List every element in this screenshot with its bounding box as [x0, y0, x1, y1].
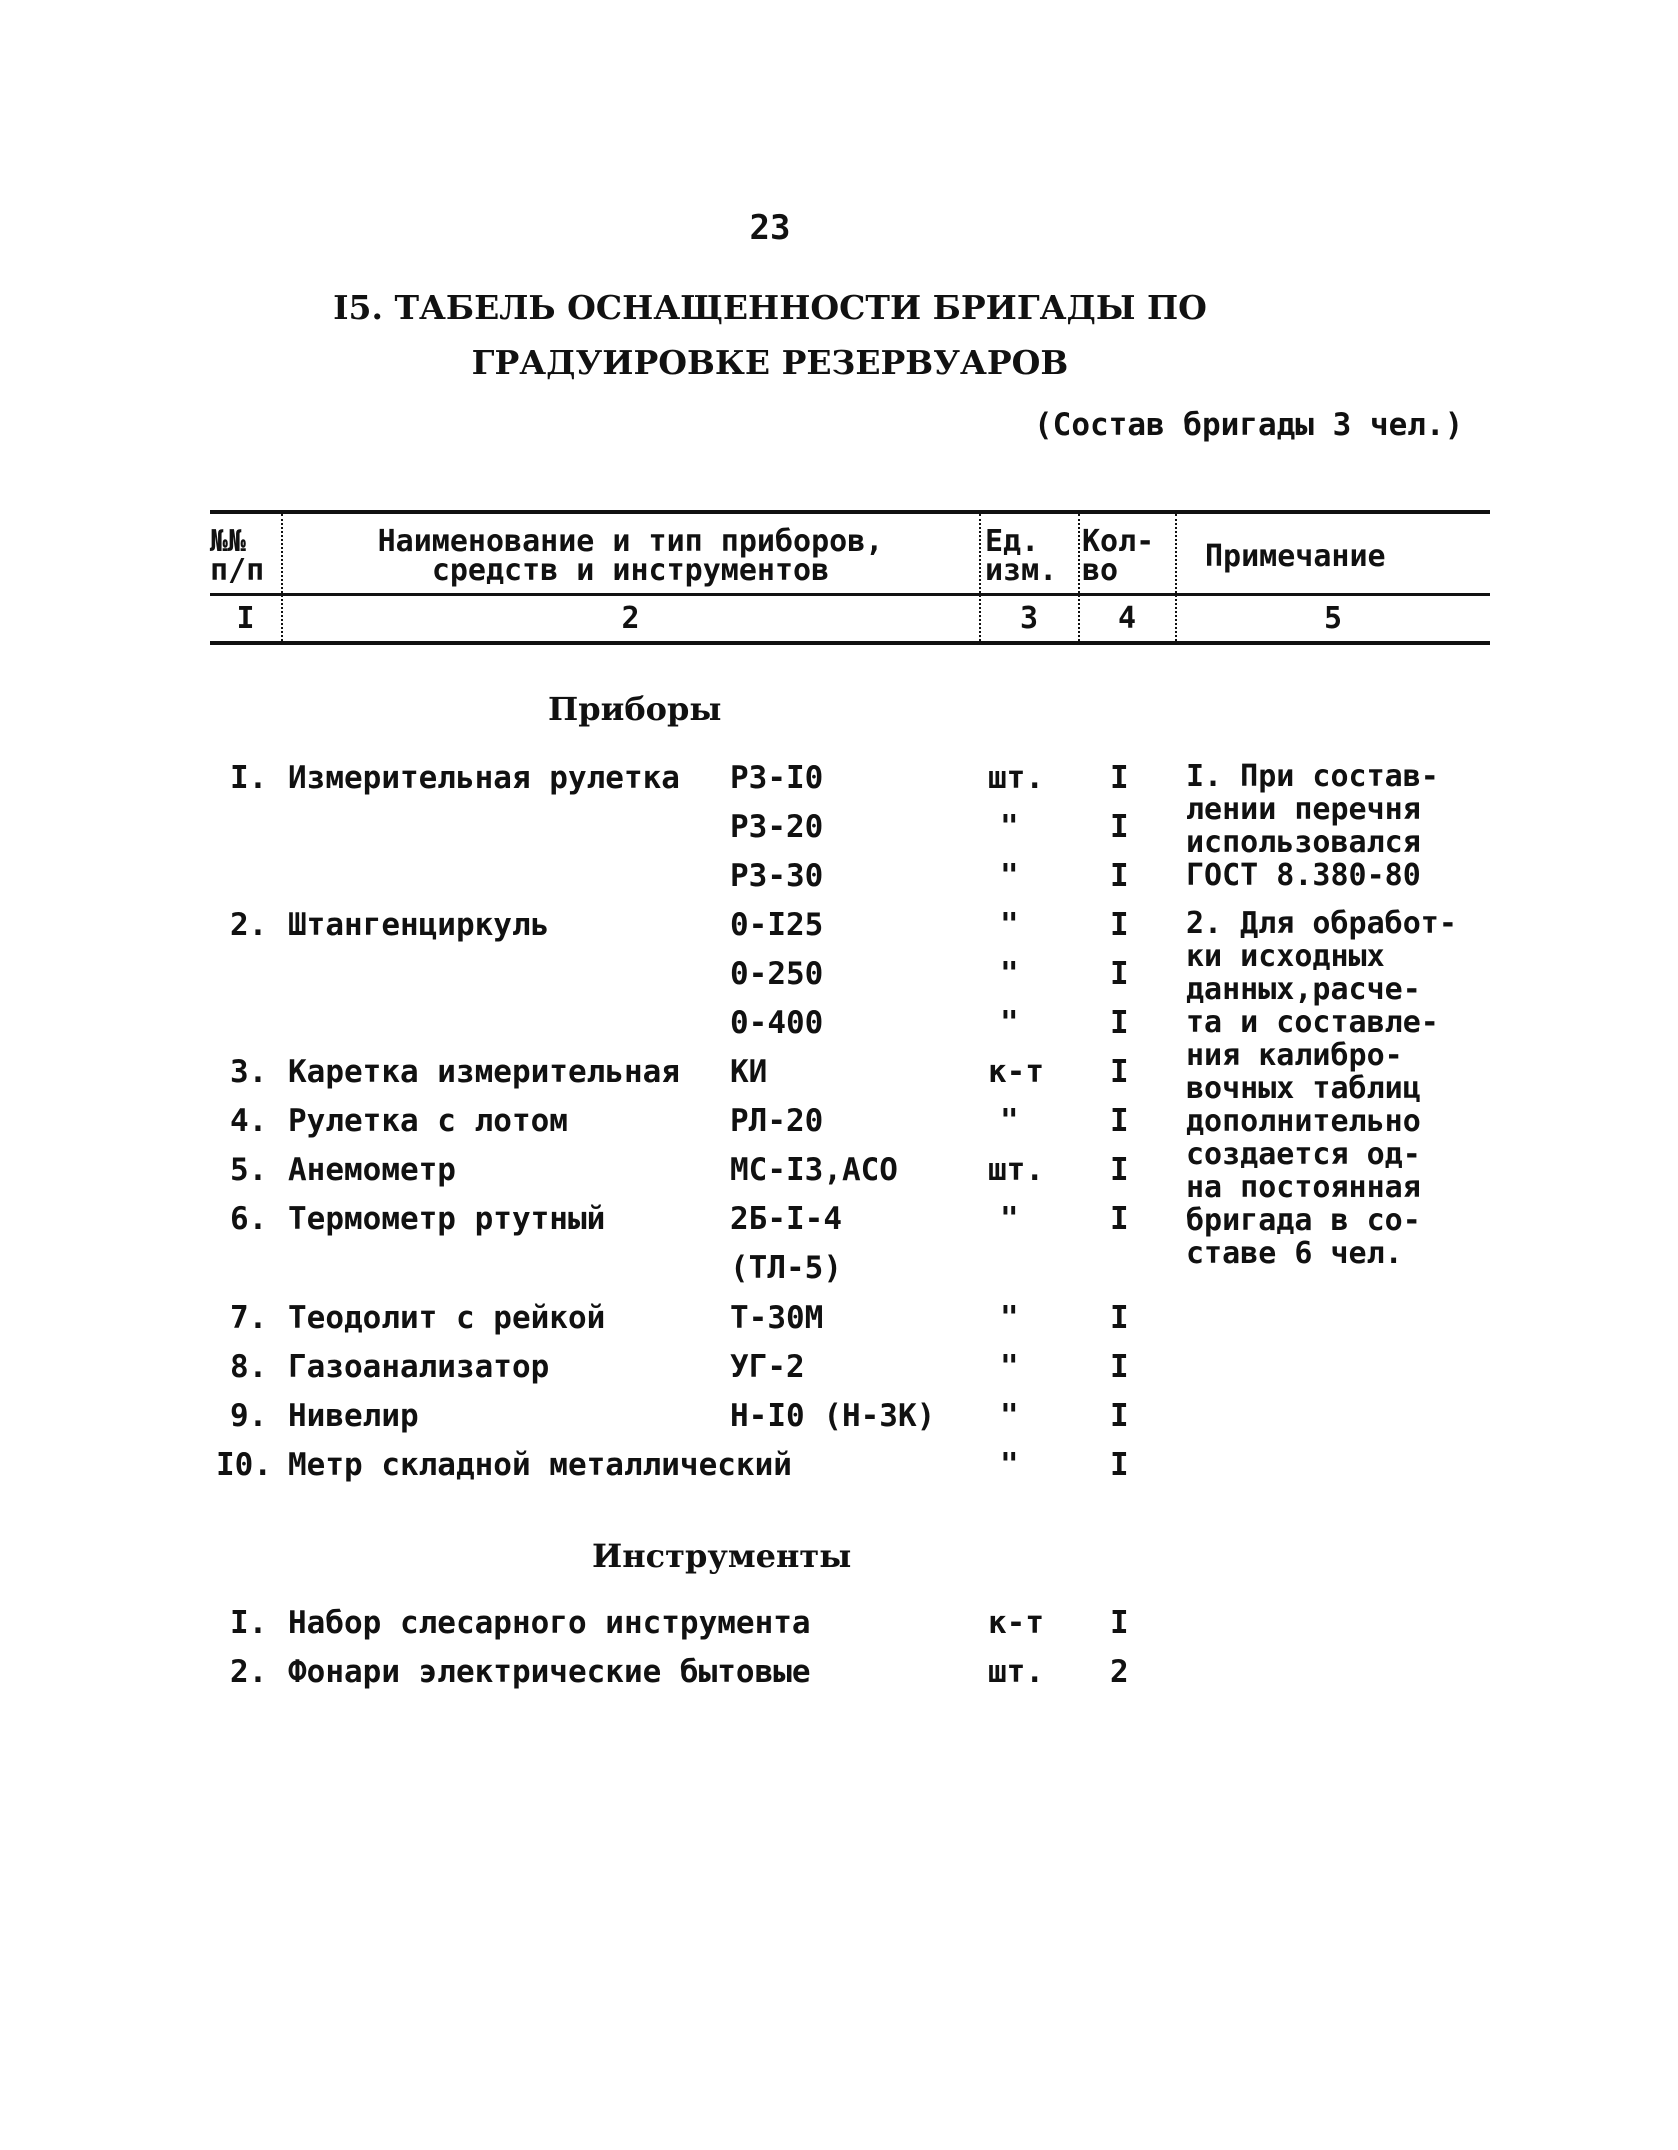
note-line: I. При состав- — [1186, 759, 1439, 794]
row-number: I. — [230, 1605, 268, 1641]
row-qty: I — [1110, 760, 1129, 796]
column-number: 2 — [621, 601, 640, 636]
section-title-tools: Инструменты — [592, 1537, 852, 1575]
row-number: 9. — [230, 1398, 268, 1434]
column-number: I — [236, 601, 255, 636]
row-number: 5. — [230, 1152, 268, 1188]
header-note: Примечание — [1205, 539, 1386, 574]
header-number-line-1: №№ — [210, 524, 247, 559]
note-line: та и составле- — [1186, 1005, 1439, 1040]
row-name: Каретка измерительная — [288, 1054, 680, 1090]
table-top-rule — [210, 510, 1490, 514]
crew-composition-note: (Состав бригады 3 чел.) — [1034, 407, 1464, 443]
row-unit: шт. — [988, 760, 1044, 796]
row-unit: " — [1000, 1349, 1019, 1385]
row-type: МС-I3,АСО — [730, 1152, 898, 1188]
row-qty: I — [1110, 1605, 1129, 1641]
table-bottom-rule — [210, 641, 1490, 645]
row-unit: шт. — [988, 1654, 1044, 1690]
row-number: 2. — [230, 1654, 268, 1690]
row-qty: I — [1110, 1300, 1129, 1336]
row-qty: I — [1110, 1005, 1129, 1041]
row-qty: I — [1110, 809, 1129, 845]
row-name: Рулетка с лотом — [288, 1103, 568, 1139]
row-type: РЗ-30 — [730, 858, 824, 894]
header-qty-line-1: Кол- — [1082, 524, 1155, 559]
row-unit: " — [1000, 1005, 1019, 1041]
row-unit: " — [1000, 1398, 1019, 1434]
note-line: ки исходных — [1186, 939, 1385, 974]
row-unit: " — [1000, 1103, 1019, 1139]
note-line: ния калибро- — [1186, 1038, 1403, 1073]
note-line: вочных таблиц — [1186, 1071, 1421, 1106]
row-type: УГ-2 — [730, 1349, 805, 1385]
row-name: Газоанализатор — [288, 1349, 550, 1385]
row-name: Измерительная рулетка — [288, 760, 680, 796]
note-line: ставе 6 чел. — [1186, 1236, 1403, 1271]
header-name-line-2: средств и инструментов — [431, 553, 830, 588]
note-line: лении перечня — [1186, 792, 1421, 827]
row-number: 6. — [230, 1201, 268, 1237]
row-unit: " — [1000, 1300, 1019, 1336]
row-number: 7. — [230, 1300, 268, 1336]
header-qty-line-2: во — [1082, 553, 1119, 588]
note-line: ГОСТ 8.380-80 — [1186, 858, 1421, 893]
row-qty: I — [1110, 1201, 1129, 1237]
section-title-instruments: Приборы — [548, 690, 722, 728]
row-number: I0. — [216, 1447, 272, 1483]
row-number: 2. — [230, 907, 268, 943]
column-number: 5 — [1323, 601, 1343, 636]
row-type: 2Б-I-4 — [730, 1201, 842, 1237]
row-name: Нивелир — [288, 1398, 419, 1434]
row-qty: I — [1110, 1152, 1129, 1188]
row-unit: " — [1000, 1447, 1019, 1483]
row-qty: 2 — [1110, 1654, 1129, 1690]
row-unit: шт. — [988, 1152, 1044, 1188]
row-qty: I — [1110, 956, 1129, 992]
header-unit-line-2: изм. — [985, 553, 1058, 588]
row-type: Н-I0 (Н-3К) — [730, 1398, 936, 1434]
note-line: 2. Для обработ- — [1186, 906, 1457, 941]
document-title-line-1: I5. ТАБЕЛЬ ОСНАЩЕННОСТИ БРИГАДЫ ПО — [333, 288, 1207, 327]
row-name: Анемометр — [288, 1152, 456, 1188]
row-name: Фонари электрические бытовые — [288, 1654, 811, 1690]
row-number: 8. — [230, 1349, 268, 1385]
header-name-line-1: Наименование и тип приборов, — [377, 524, 884, 559]
row-type: РЗ-20 — [730, 809, 824, 845]
column-number: 4 — [1117, 601, 1137, 636]
row-number: 4. — [230, 1103, 268, 1139]
row-type: РЗ-I0 — [730, 760, 824, 796]
row-type: 0-400 — [730, 1005, 824, 1041]
table-header-rule — [210, 593, 1490, 596]
row-type: РЛ-20 — [730, 1103, 824, 1139]
row-name: Метр складной металлический — [288, 1447, 792, 1483]
row-qty: I — [1110, 1398, 1129, 1434]
document-title-line-2: ГРАДУИРОВКЕ РЕЗЕРВУАРОВ — [471, 343, 1069, 382]
row-name: Теодолит с рейкой — [288, 1300, 606, 1336]
note-line: данных,расче- — [1186, 972, 1421, 1007]
header-number-line-2: п/п — [210, 553, 265, 588]
row-name: Штангенциркуль — [288, 907, 550, 943]
note-line: использовался — [1186, 825, 1421, 860]
note-line: дополнительно — [1186, 1104, 1421, 1139]
row-qty: I — [1110, 1103, 1129, 1139]
note-line: на постоянная — [1186, 1170, 1421, 1205]
row-unit: к-т — [988, 1605, 1044, 1641]
row-type: (ТЛ-5) — [730, 1250, 842, 1286]
row-type: 0-I25 — [730, 907, 824, 943]
row-number: 3. — [230, 1054, 268, 1090]
column-number: 3 — [1019, 601, 1039, 636]
row-qty: I — [1110, 1349, 1129, 1385]
row-qty: I — [1110, 858, 1129, 894]
row-unit: к-т — [988, 1054, 1044, 1090]
row-qty: I — [1110, 1447, 1129, 1483]
row-type: КИ — [730, 1054, 768, 1090]
row-unit: " — [1000, 1201, 1019, 1237]
row-name: Набор слесарного инструмента — [288, 1605, 811, 1641]
row-name: Термометр ртутный — [288, 1201, 606, 1237]
page-number: 23 — [749, 208, 791, 248]
row-unit: " — [1000, 858, 1019, 894]
row-type: Т-30М — [730, 1300, 824, 1336]
row-qty: I — [1110, 1054, 1129, 1090]
row-unit: " — [1000, 809, 1019, 845]
note-line: создается од- — [1186, 1137, 1421, 1172]
row-type: 0-250 — [730, 956, 824, 992]
row-unit: " — [1000, 907, 1019, 943]
note-line: бригада в со- — [1186, 1203, 1421, 1238]
row-unit: " — [1000, 956, 1019, 992]
row-qty: I — [1110, 907, 1129, 943]
row-number: I. — [230, 760, 268, 796]
header-unit-line-1: Ед. — [985, 524, 1040, 559]
